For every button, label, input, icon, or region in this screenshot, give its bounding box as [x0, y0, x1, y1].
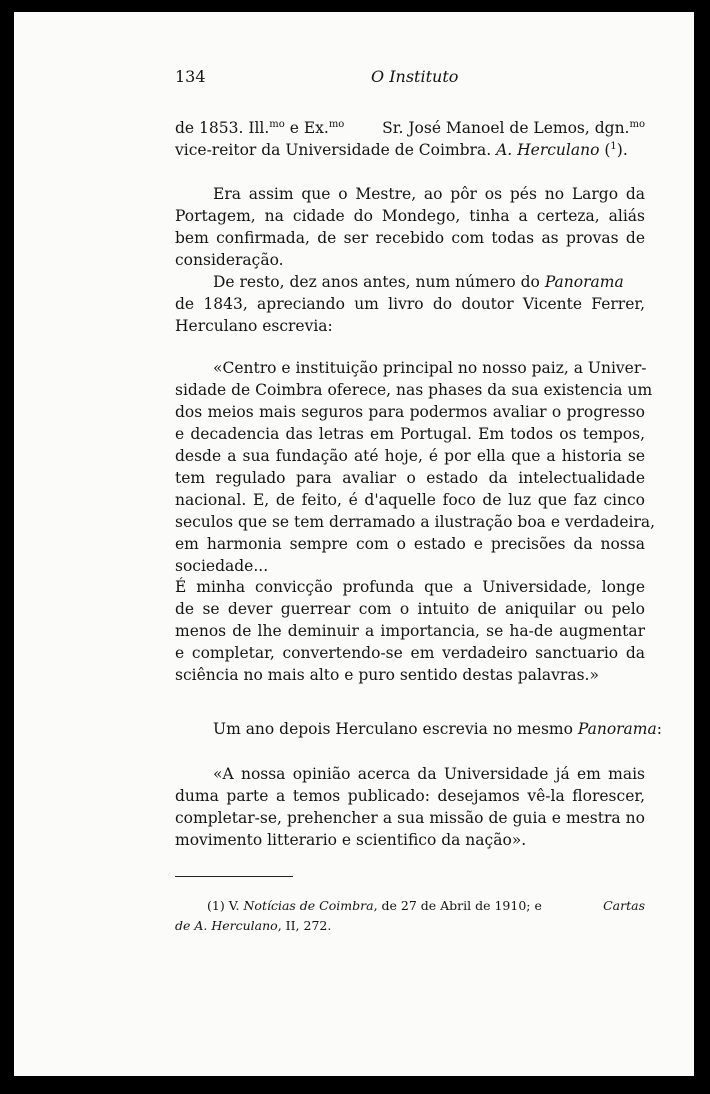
quote-line: dos meios mais seguros para podermos avaliar o progresso [175, 403, 645, 421]
quote-line: e decadencia das letras em Portugal. Em todos os tempos, [175, 425, 645, 443]
continuation-line-2: vice-reitor da Universidade de Coimbra. A. Herculano ($^1$). [175, 141, 628, 159]
paragraph-line: de 1843, apreciando um livro do doutor Vicente Ferrer, [175, 295, 645, 313]
quote-line: de se dever guerrear com o intuito de aniquilar ou pelo [175, 600, 645, 618]
continuation-line-1 [175, 117, 645, 139]
paragraph-line: Um ano depois Herculano escrevia no mesmo Panorama: [213, 720, 662, 738]
author-name: A. Herculano [496, 141, 600, 159]
paragraph-line: Herculano escrevia: [175, 317, 333, 335]
cited-title: Cartas [603, 898, 645, 913]
footnote-line: de A. Herculano, II, 272. [175, 918, 332, 933]
journal-title: Panorama [577, 720, 657, 738]
continuation-text [175, 117, 645, 161]
quote-line: movimento litterario e scientifico da nação». [175, 831, 527, 849]
quote-1 [175, 357, 656, 577]
quote-2 [175, 576, 645, 686]
quote-line: «Centro e instituição principal no nosso paiz, a Univer- [213, 359, 647, 377]
paragraph-line: De resto, dez anos antes, num número do Panorama [213, 273, 624, 291]
quote-line: e completar, convertendo-se em verdadeiro sanctuario da [175, 644, 645, 662]
quote-line: É minha convicção profunda que a Universidade, longe [175, 578, 645, 596]
footnote-reference: 1 [610, 141, 617, 152]
paragraph-line: Era assim que o Mestre, ao pôr os pés no Largo da [213, 185, 645, 203]
page-number: 134 [175, 67, 206, 86]
footnote [175, 896, 645, 936]
text-segment: de 1853. Ill.$^{mo}$ e Ex.$^{mo}$ [175, 119, 345, 137]
quote-line: sidade de Coimbra oferece, nas phases da sua existencia um [175, 381, 653, 399]
paragraph-line: consideração. [175, 251, 284, 269]
cited-title: Notícias de Coimbra [243, 898, 374, 913]
quote-line: duma parte a temos publicado: desejamos vê-la florescer, [175, 787, 645, 805]
text-segment: (1) V. Notícias de Coimbra, de 27 de Abril de 1910; e [207, 898, 542, 913]
page-header [175, 66, 645, 90]
paragraph-line: Portagem, na cidade do Mondego, tinha a certeza, aliás [175, 207, 645, 225]
quote-line: nacional. E, de feito, é d'aquelle foco de luz que faz cinco [175, 491, 645, 509]
paragraph-1 [175, 183, 645, 271]
quote-line: menos de lhe deminuir a importancia, se ha-de augmentar [175, 622, 645, 640]
quote-line: «A nossa opinião acerca da Universidade já em mais [213, 765, 645, 783]
quote-line: tem regulado para avaliar o estado da intelectualidade [175, 469, 645, 487]
footnote-divider [175, 876, 293, 877]
quote-line: seculos que se tem derramado a ilustração boa e verdadeira, [175, 513, 656, 531]
quote-line: sciência no mais alto e puro sentido destas palavras.» [175, 666, 599, 684]
cited-title: de A. Herculano [175, 918, 278, 933]
footnote-marker: (1) [207, 898, 225, 913]
paragraph-2 [175, 271, 645, 337]
quote-line: sociedade... [175, 557, 269, 575]
quote-3 [175, 763, 645, 851]
paragraph-3 [175, 718, 662, 740]
quote-line: em harmonia sempre com o estado e precisões da nossa [175, 535, 645, 553]
journal-title: Panorama [544, 273, 624, 291]
quote-line: completar-se, prehencher a sua missão de guia e mestra no [175, 809, 645, 827]
running-title: O Instituto [371, 67, 459, 86]
quote-line: desde a sua fundação até hoje, é por ella que a historia se [175, 447, 645, 465]
paragraph-line: bem confirmada, de ser recebido com todas as provas de [175, 229, 645, 247]
volume-number: II [285, 918, 296, 933]
footnote-line [175, 896, 645, 916]
text-segment: Sr. José Manoel de Lemos, dgn.$^{mo}$ [382, 119, 645, 137]
